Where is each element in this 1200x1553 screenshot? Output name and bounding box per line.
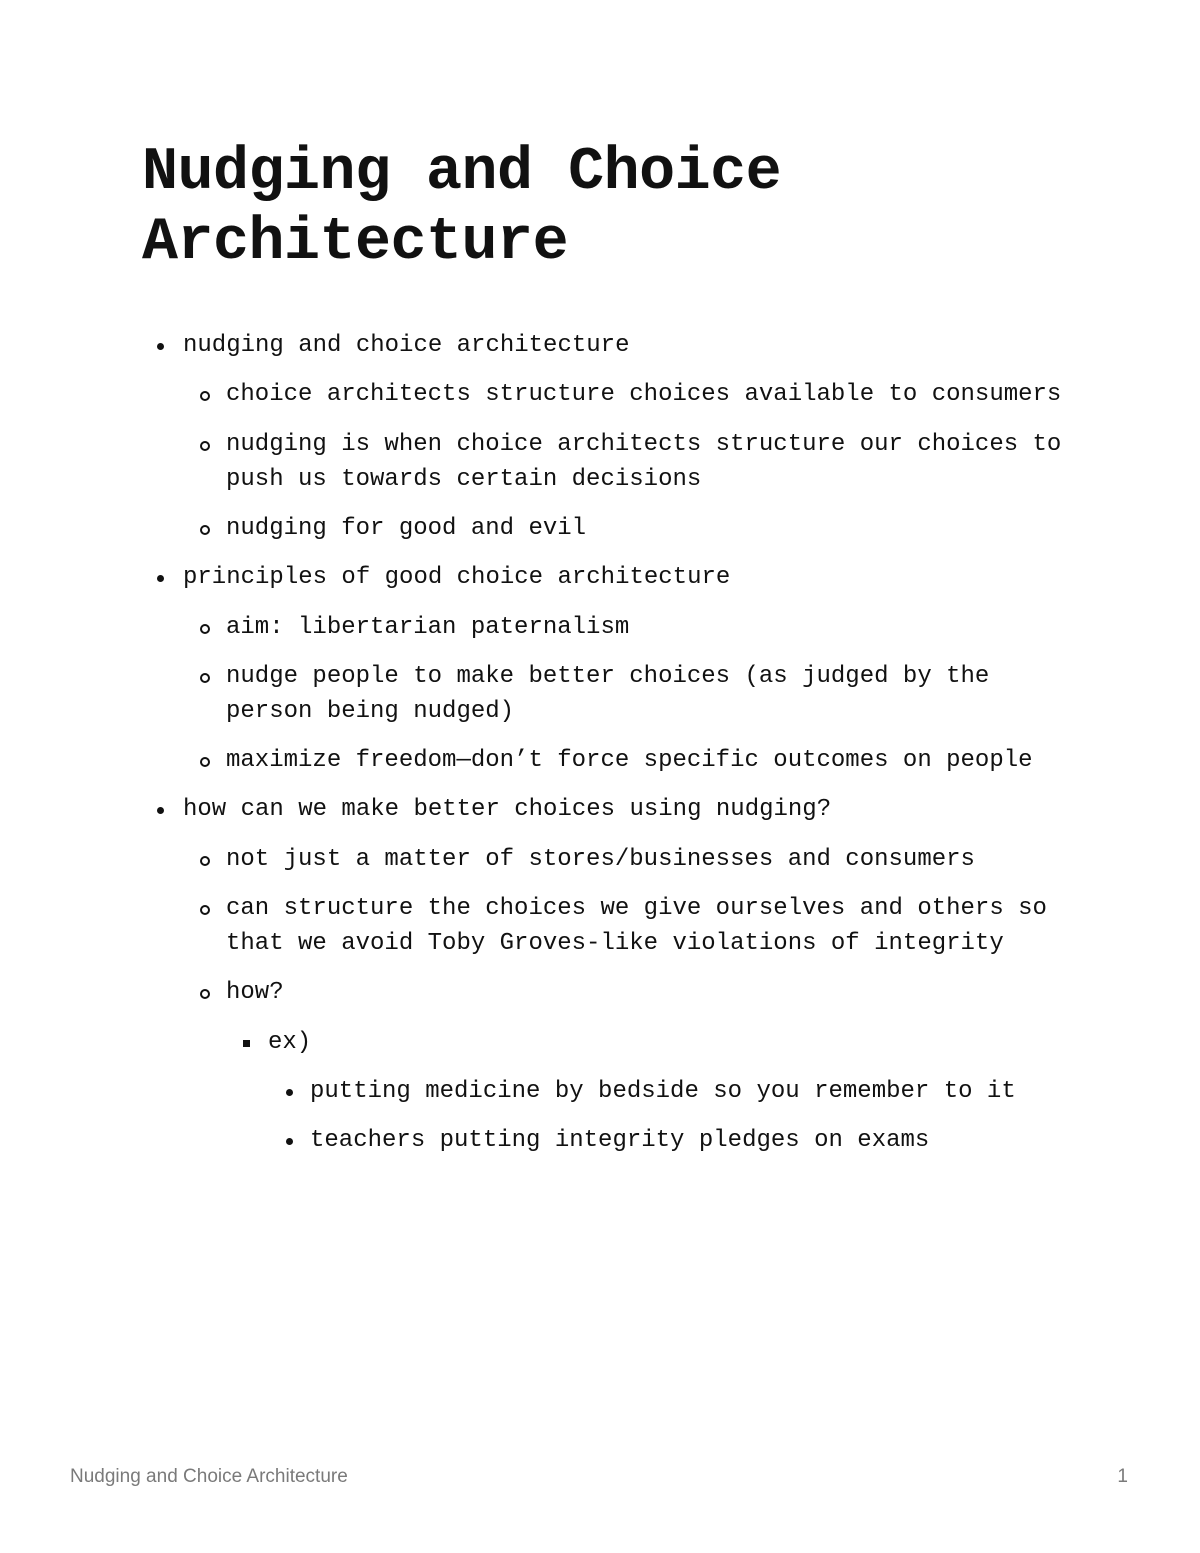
- list-item-level-1: [226, 891, 1047, 961]
- bullet-circle: [200, 757, 210, 767]
- bullet-disc: [157, 343, 164, 350]
- list-item-text: teachers putting integrity pledges on exams: [310, 1127, 930, 1155]
- list-item-text: nudge people to make better choices (as judged by the person being nudged): [226, 662, 990, 725]
- list-item-level-1: [226, 743, 1033, 778]
- list-item-level-0: [183, 560, 730, 595]
- list-item-level-1: [226, 659, 989, 729]
- list-item-level-0: [183, 792, 831, 827]
- footer-page-number: 1: [1117, 1466, 1128, 1487]
- bullet-circle: [200, 391, 210, 401]
- list-item-text: nudging and choice architecture: [183, 332, 630, 359]
- list-item-level-3: [310, 1123, 929, 1158]
- bullet-square: [243, 1040, 250, 1047]
- list-item-level-3: [310, 1074, 1016, 1109]
- list-item-text: maximize freedom—don’t force specific outcomes on people: [226, 747, 1033, 775]
- list-item-level-2: [268, 1025, 311, 1060]
- page-title: Nudging and Choice Architecture: [142, 139, 782, 277]
- bullet-disc: [286, 1138, 293, 1145]
- footer-title: Nudging and Choice Architecture: [70, 1466, 348, 1487]
- list-item-text: ex): [268, 1028, 312, 1056]
- list-item-text: aim: libertarian paternalism: [226, 613, 630, 641]
- list-item-level-1: [226, 377, 1061, 412]
- bullet-circle: [200, 856, 210, 866]
- list-item-level-1: [226, 975, 284, 1010]
- bullet-circle: [200, 624, 210, 634]
- bullet-circle: [200, 673, 210, 683]
- list-item-text: putting medicine by bedside so you remember to it: [310, 1077, 1016, 1105]
- list-item-level-0: [183, 328, 629, 363]
- list-item-text: choice architects structure choices available to consumers: [226, 381, 1062, 409]
- list-item-text: nudging is when choice architects structure our choices to push us towards certain decisions: [226, 430, 1062, 493]
- bullet-circle: [200, 905, 210, 915]
- list-item-level-1: [226, 610, 629, 645]
- list-item-text: not just a matter of stores/businesses and consumers: [226, 845, 975, 873]
- list-item-text: how?: [226, 979, 284, 1007]
- bullet-disc: [157, 575, 164, 582]
- list-item-text: nudging for good and evil: [226, 514, 587, 542]
- list-item-level-1: [226, 427, 1061, 497]
- bullet-circle: [200, 441, 210, 451]
- list-item-text: can structure the choices we give ourselves and others so that we avoid Toby Groves-like violations of integrity: [226, 895, 1047, 957]
- list-item-level-1: [226, 842, 975, 877]
- bullet-disc: [286, 1089, 293, 1096]
- bullet-circle: [200, 525, 210, 535]
- list-item-text: how can we make better choices using nudging?: [183, 796, 832, 824]
- list-item-text: principles of good choice architecture: [183, 564, 731, 592]
- bullet-disc: [157, 807, 164, 814]
- list-item-level-1: [226, 511, 586, 546]
- bullet-circle: [200, 989, 210, 999]
